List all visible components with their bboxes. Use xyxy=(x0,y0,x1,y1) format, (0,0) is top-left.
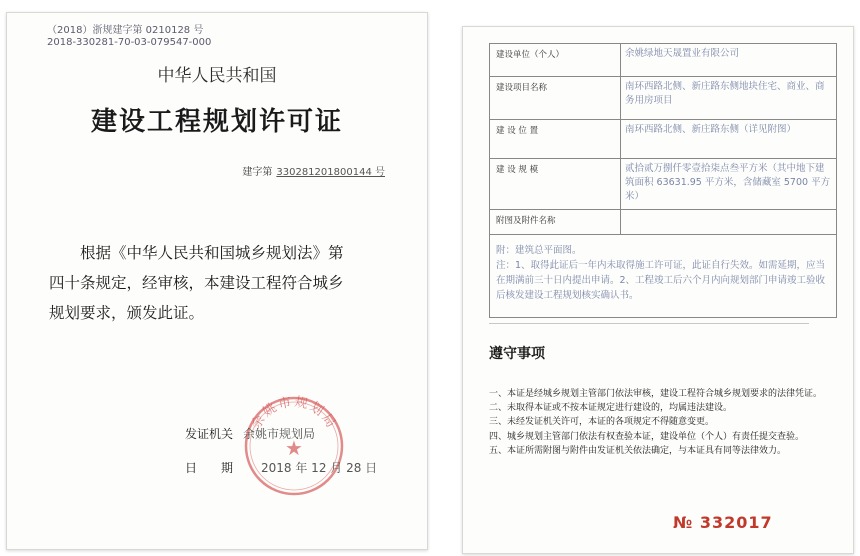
document-code: （2018）浙规建字第 0210128 号 xyxy=(47,25,204,36)
certificate-title: 建设工程规划许可证 xyxy=(90,107,343,137)
row-value: 南环西路北侧、新庄路东侧（详见附图） xyxy=(621,120,837,159)
list-item: 三、未经发证机关许可，本证的各项规定不得随意变更。 xyxy=(489,417,715,428)
certificate-front-page xyxy=(6,12,428,550)
issuer-value: 余姚市规划局 xyxy=(243,427,316,441)
observance-title: 遵守事项 xyxy=(489,346,545,362)
table-row xyxy=(490,210,837,235)
table-row xyxy=(490,77,837,120)
list-item: 五、本证所需附图与附件由发证机关依法确定，与本证具有同等法律效力。 xyxy=(489,445,787,456)
issuer-label: 发证机关 xyxy=(185,427,234,441)
body-line: 规划要求，颁发此证。 xyxy=(49,304,205,322)
list-item: 四、城乡规划主管部门依法有权查验本证，建设单位（个人）有责任提交查验。 xyxy=(489,431,805,442)
date-label: 日 期 xyxy=(185,461,234,475)
project-info-table xyxy=(489,43,837,318)
list-item: 二、未取得本证或不按本证规定进行建设的，均属违法建设。 xyxy=(489,403,733,414)
project-serial: 2018-330281-70-03-079547-000 xyxy=(47,37,212,48)
row-label: 建设单位（个人） xyxy=(490,44,621,77)
row-label: 附图及附件名称 xyxy=(490,210,621,235)
certificate-serial-number: № 332017 xyxy=(673,513,773,532)
row-value: 南环西路北侧、新庄路东侧地块住宅、商业、商务用房项目 xyxy=(621,77,837,120)
date-row xyxy=(185,459,377,476)
seal-star-icon: ★ xyxy=(285,436,303,460)
seal-text: 余姚市规划局 xyxy=(248,394,340,432)
notes-cell xyxy=(490,235,837,318)
table-row xyxy=(490,120,837,159)
row-value xyxy=(621,210,837,235)
certificate-detail-page xyxy=(462,26,854,554)
country-name: 中华人民共和国 xyxy=(157,66,277,86)
number-label: 建字第 xyxy=(242,167,273,178)
certificate-body xyxy=(49,238,399,328)
number-value: 330281201800144 号 xyxy=(276,167,385,178)
table-row xyxy=(490,44,837,77)
row-value: 余姚绿地天晟置业有限公司 xyxy=(621,44,837,77)
issuer-row xyxy=(185,425,315,442)
body-line: 四十条规定，经审核，本建设工程符合城乡 xyxy=(49,274,344,292)
row-value: 贰拾贰万捌仟零壹拾柒点叁平方米（其中地下建筑面积 63631.95 平方米，含储藏室 5700 平方米） xyxy=(621,159,837,210)
date-value: 2018 年 12 月 28 日 xyxy=(261,461,378,475)
table-row xyxy=(490,235,837,318)
official-seal xyxy=(239,391,349,501)
row-label: 建 设 位 置 xyxy=(490,120,621,159)
attachment-note: 附：建筑总平面图。 xyxy=(496,245,582,256)
certificate-number xyxy=(242,163,385,178)
table-row xyxy=(490,159,837,210)
row-label: 建设项目名称 xyxy=(490,77,621,120)
body-line: 根据《中华人民共和国城乡规划法》第 xyxy=(80,244,344,262)
row-label: 建 设 规 模 xyxy=(490,159,621,210)
section-divider xyxy=(489,323,809,324)
remark-note: 注：1、取得此证后一年内未取得施工许可证，此证自行失效。如需延期，应当在期满前三十日内提出申请。2、工程竣工后六个月内向规划部门申请竣工验收后核发建设工程规划核实确认书。 xyxy=(496,260,826,301)
list-item: 一、本证是经城乡规划主管部门依法审核，建设工程符合城乡规划要求的法律凭证。 xyxy=(489,389,823,399)
observance-list xyxy=(489,387,834,458)
